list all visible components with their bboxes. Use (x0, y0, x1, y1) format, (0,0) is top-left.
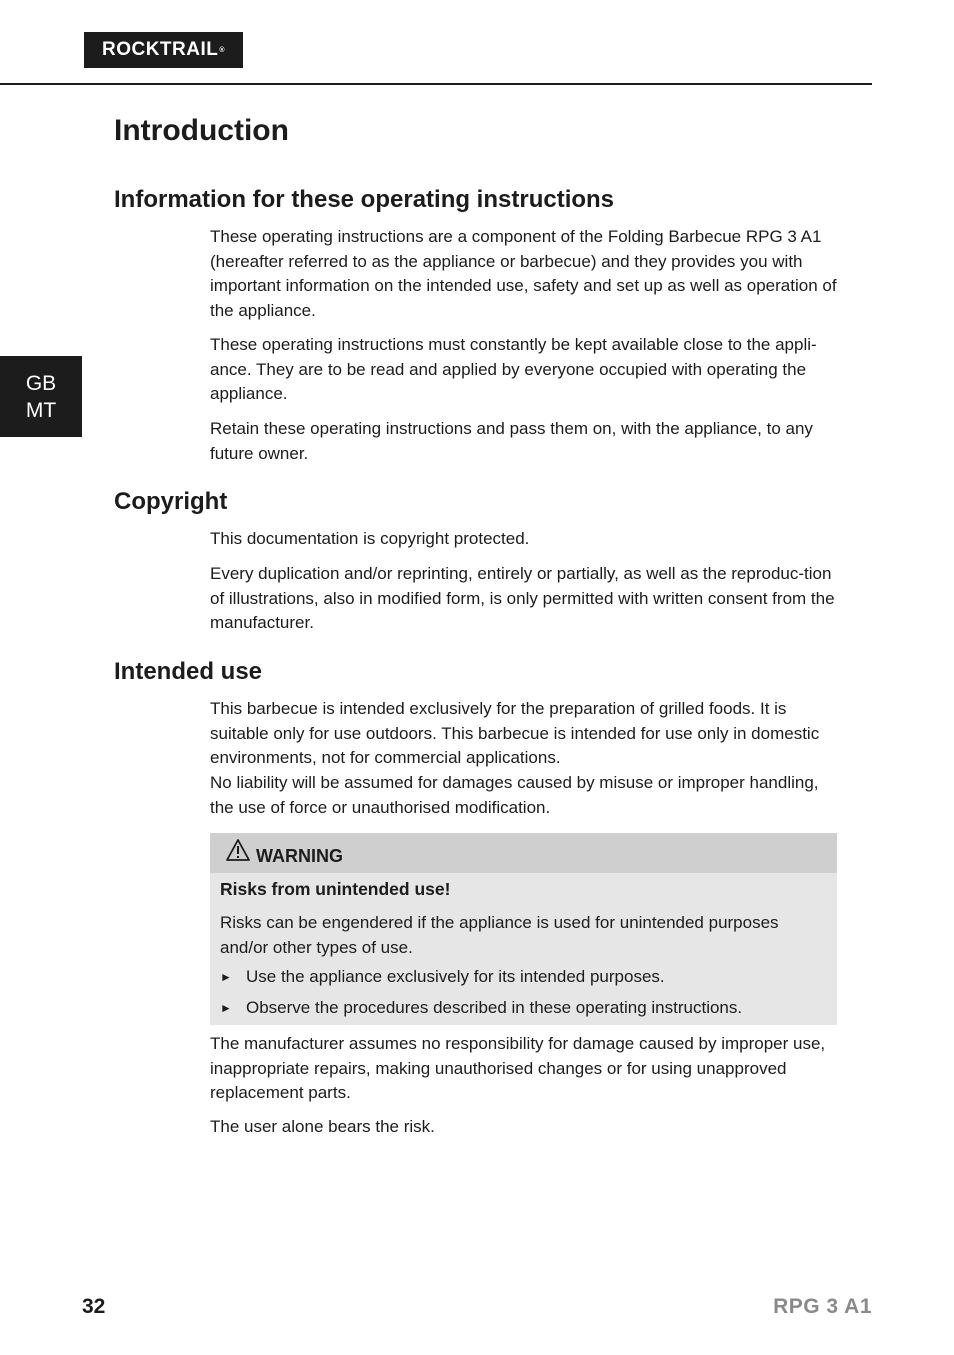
bullet-arrow-icon: ► (220, 1001, 232, 1015)
warning-bullet (220, 967, 665, 987)
copyright-paragraph-1: This documentation is copyright protected. (210, 529, 530, 548)
information-paragraph-1: These operating instructions are a component of the Folding Barbecue RPG 3 A1 (hereafter referred to as the appliance or barbecue) and they provides you with important information on the intended use, safety and set up as well as operation of the appliance. (210, 227, 837, 320)
page-number: 32 (82, 1295, 106, 1318)
model-label: RPG 3 A1 (773, 1295, 872, 1318)
section-title-copyright: Copyright (114, 488, 228, 515)
intended-use-paragraph-3: The manufacturer assumes no responsibility for damage caused by improper use, inappropriate repairs, making unauthorised changes or for using unapproved replacement parts. (210, 1034, 826, 1103)
section-title-intended-use: Intended use (114, 658, 263, 685)
logo-text: ROCKTRAIL (101, 39, 219, 60)
warning-text: Risks can be engendered if the appliance is used for unintended purposes and/or other types of use. (220, 913, 779, 957)
header-rule (0, 83, 872, 85)
warning-label: WARNING (256, 845, 343, 866)
intended-use-paragraph-2: No liability will be assumed for damages caused by misuse or improper handling, the use of force or unauthorised modification. (210, 773, 819, 817)
warning-bullet (220, 998, 742, 1018)
warning-bullet-text: Observe the procedures described in these operating instructions. (246, 998, 743, 1017)
intended-use-paragraph-4: The user alone bears the risk. (210, 1117, 435, 1136)
warning-bullet-text: Use the appliance exclusively for its intended purposes. (246, 967, 665, 986)
warning-header (210, 833, 837, 873)
page-title: Introduction (114, 114, 289, 147)
information-paragraph-3: Retain these operating instructions and pass them on, with the appliance, to any future owner. (210, 419, 813, 463)
language-code-gb: GB (25, 371, 57, 395)
warning-box (210, 833, 837, 1025)
rocktrail-logo (84, 32, 243, 68)
language-code-mt: MT (25, 398, 57, 422)
copyright-paragraph-2: Every duplication and/or reprinting, entirely or partially, as well as the reproduc-tion of illustrations, also in modified form, is only permitted with written consent from the manufacturer. (210, 564, 835, 633)
warning-subtitle: Risks from unintended use! (220, 879, 451, 899)
information-paragraph-2: These operating instructions must constantly be kept available close to the appli-ance. They are to be read and applied by everyone occupied with operating the appliance. (210, 335, 817, 404)
bullet-arrow-icon: ► (220, 970, 232, 984)
logo-registered-mark: ® (219, 46, 226, 54)
warning-triangle-icon (225, 838, 251, 862)
section-title-information: Information for these operating instructions (114, 186, 615, 213)
language-tab (0, 356, 82, 437)
intended-use-paragraph-1: This barbecue is intended exclusively for the preparation of grilled foods. It is suitable only for use outdoors. This barbecue is intended for use only in domestic environments, not for commercial applications. (210, 699, 820, 768)
